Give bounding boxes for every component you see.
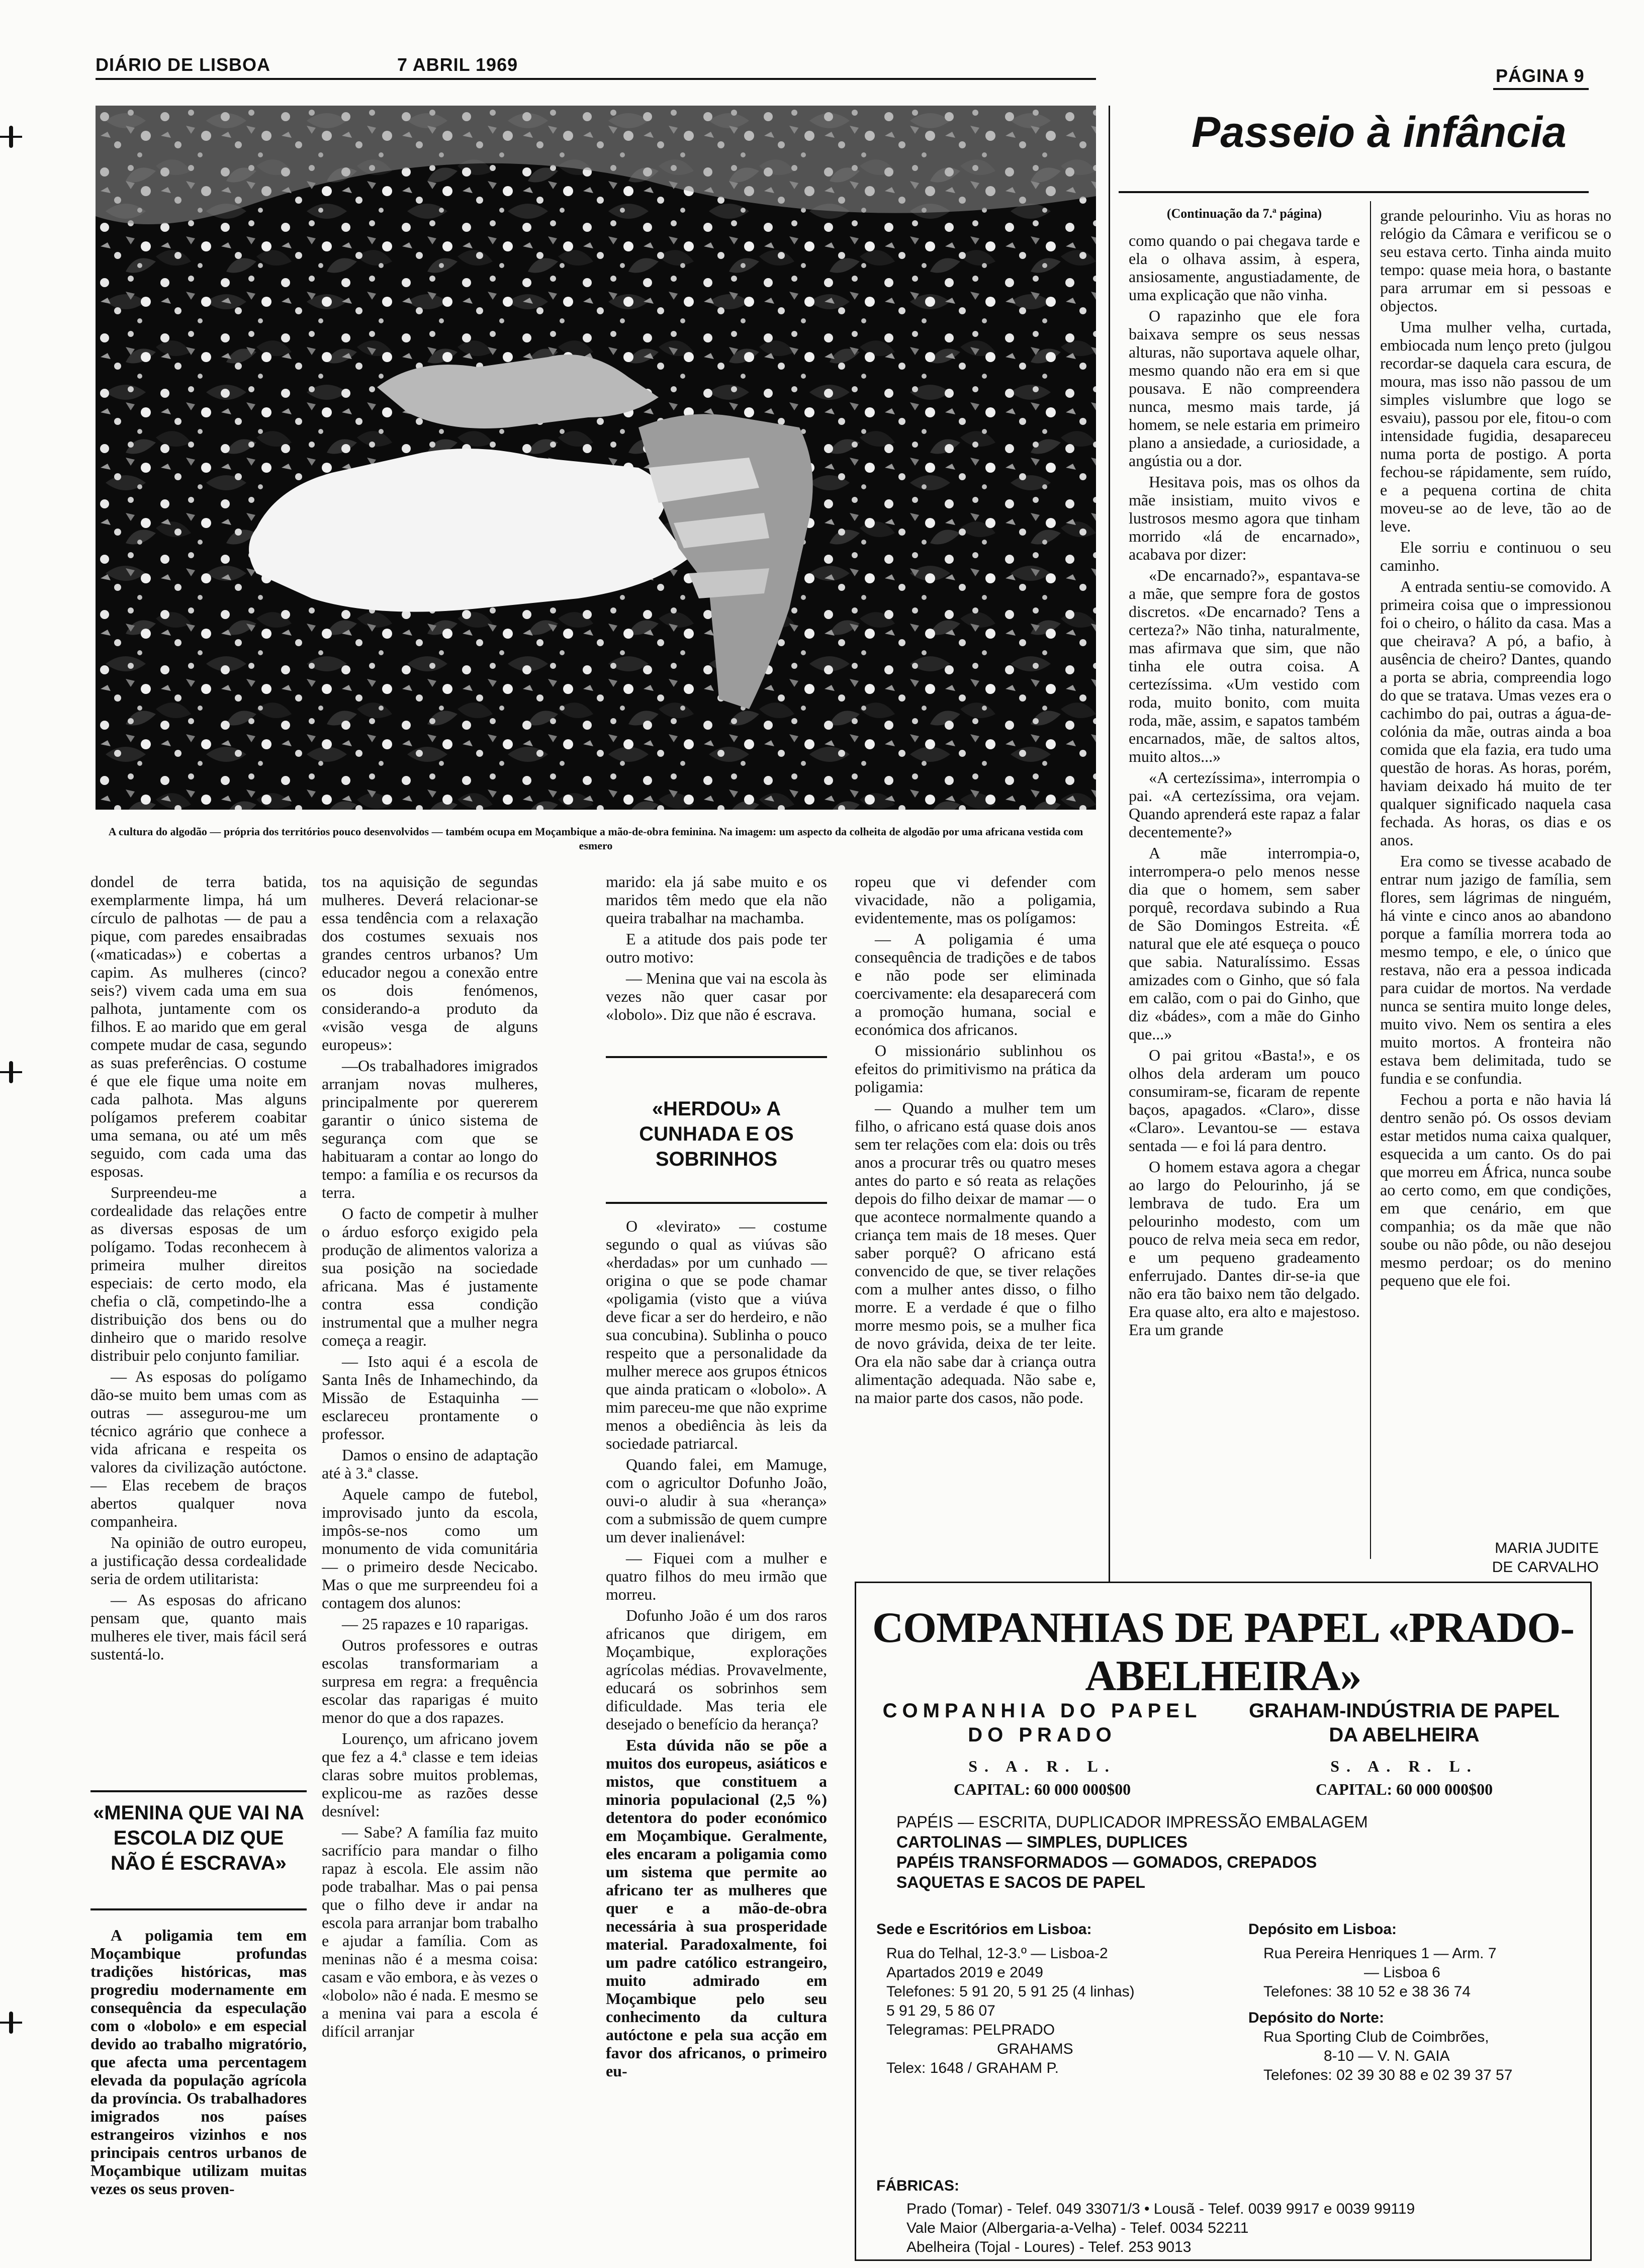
paragraph: O missionário sublinhou os efeitos do primitivismo na prática da poligamia:	[855, 1041, 1096, 1096]
cotton-harvest-photo	[96, 106, 1096, 810]
paragraph: como quando o pai chegava tarde e ela o olhava assim, à espera, ansiosamente, angustiadamente, de uma explicação que não vinha.	[1129, 231, 1360, 304]
company-capital: CAPITAL: 60 000 000$00	[953, 1780, 1131, 1798]
paragraph: Uma mulher velha, curtada, embiocada num lenço preto (julgou recordar-se daquela cara escura, de moura, mas isso não passou de um simples vislumbre que logo se esvaiu), passou por ele, fitou-o com intensidade fugidia, desapareceu numa porta de postigo. A porta fechou-se rápidamente, sem ruído, e a pequena cortina de chita moveu-se ao de leve, tão ao de leve.	[1380, 318, 1611, 535]
paragraph: dondel de terra batida, exemplarmente limpa, há um círculo de palhotas — de pau a pique, com paredes ensaibradas («maticadas») e cobertas a capim. As mulheres (cinco? seis?) vivem cada uma em sua palhota, juntamente com os filhos. E ao marido que em geral compete mudar de casa, segundo as suas preferências. O costume é que ele fique uma noite em cada palhota. Mas alguns polígamos preferem coabitar uma semana, ou até um mês seguido, com cada uma das esposas.	[90, 873, 307, 1180]
section-heading: Depósito do Norte:	[1248, 2010, 1384, 2026]
story-column-a	[1129, 231, 1360, 1342]
story-column-b	[1380, 206, 1611, 1292]
box-rule-bottom	[606, 1202, 827, 1204]
subheading-menina-escola: «MENINA QUE VAI NA ESCOLA DIZ QUE NÃO É ESCRAVA»	[93, 1802, 305, 1874]
address-line: Telefones: 02 39 30 88 e 02 39 37 57	[1263, 2067, 1513, 2083]
paragraph: O «levirato» — costume segundo o qual as viúvas são «herdadas» por um cunhado — origina o que se pode chamar «poligamia (visto que a viúva deve ficar a ser do herdeiro, e não sua concubina). Sublinha o pouco respeito que a personalidade da mulher merece aos grupos étnicos que ainda praticam o «lobolo». A mim pareceu-me que não exprime menos a obediência às leis da sociedade patriarcal.	[606, 1217, 827, 1452]
author-name-line1: MARIA JUDITE	[1495, 1540, 1599, 1556]
paragraph: A poligamia tem em Moçambique profundas tradições históricas, mas progrediu modernamente em consequência da especulação com o «lobolo» e em especial devido ao trabalho migratório, que afecta uma percentagem elevada da população agrícola da província. Os trabalhadores imigrados nos países estrangeiros vizinhos e nos principais centros urbanos de Moçambique utilizam muitas vezes os seus proven-	[90, 1926, 307, 2198]
story-title: Passeio à infância	[1192, 108, 1567, 156]
product-line: SAQUETAS E SACOS DE PAPEL	[896, 1873, 1145, 1891]
paragraph: Dofunho João é um dos raros africanos que dirigem, em Moçambique, explorações agrícolas médias. Provavelmente, educará os sobrinhos sem dificuldade. Mas teria ele desejado o benefício da herança?	[606, 1606, 827, 1733]
photo-caption: A cultura do algodão — própria dos territórios pouco desenvolvidos — também ocupa em Moçambique a mão-de-obra feminina. Na imagem: um aspecto da colheita de algodão por uma africana vestida com esmero	[108, 825, 1083, 852]
paragraph: Aquele campo de futebol, improvisado junto da escola, impôs-se-nos como um monumento de vida comunitária — o primeiro desde Necicabo. Mas o que me surpreendeu foi a contagem dos alunos:	[322, 1485, 538, 1612]
paragraph: — A poligamia é uma consequência de tradições e de tabos e não pode ser eliminada coercivamente: ela desaparecerá com a promoção humana, social e económica dos africanos.	[855, 930, 1096, 1038]
ad-fabricas	[876, 2176, 1415, 2257]
article-column-2	[322, 873, 538, 2043]
ad-company-graham	[1228, 1699, 1580, 1799]
article-column-3	[606, 873, 827, 1026]
paragraph: Lourenço, um africano jovem que fez a 4.ª classe e tem ideias claras sobre muitos problemas, explicou-me as razões desse desnível:	[322, 1729, 538, 1820]
paper-company-advertisement	[855, 1582, 1592, 2261]
paragraph: E a atitude dos pais pode ter outro motivo:	[606, 930, 827, 966]
section-heading: Depósito em Lisboa:	[1248, 1921, 1397, 1938]
header-rule	[96, 78, 1096, 80]
factory-line: Prado (Tomar) - Telef. 049 33071/3 • Lousã - Telef. 0039 9917 e 0039 99119	[906, 2201, 1415, 2217]
registration-mark	[0, 1061, 22, 1083]
address-line: Telegramas: PELPRADO	[886, 2022, 1055, 2038]
subheading-herdou-cunhada: «HERDOU» A CUNHADA E OS SOBRINHOS	[639, 1098, 794, 1170]
issue-date: 7 ABRIL 1969	[397, 54, 518, 75]
company-sarl: S. A. R. L.	[1330, 1757, 1478, 1775]
registration-mark	[0, 126, 22, 148]
section-heading: FÁBRICAS:	[876, 2177, 959, 2194]
paragraph: marido: ela já sabe muito e os maridos têm medo que ela não queira trabalhar na machamba.	[606, 873, 827, 927]
paragraph: — As esposas do africano pensam que, quanto mais mulheres ele tiver, mais fácil será sustentá-lo.	[90, 1591, 307, 1663]
paragraph: — Quando a mulher tem um filho, o africano está quase dois anos sem ter relações com ela: dois ou três anos a procurar três ou quatro meses antes do parto e só reata as relações depois do filho deixar de mamar — o que acontece normalmente quando a criança tem mais de 18 meses. Quer saber porquê? O africano está convencido de que, se tiver relações com a mulher antes disso, o filho morre. E a verdade é que o filho morre mesmo pois, se a mulher fica de novo grávida, deixa de ter leite. Ora ela não sabe dar à criança outra alimentação adequada. Não sabe e, na maior parte dos casos, não pode.	[855, 1099, 1096, 1407]
ad-products	[896, 1812, 1368, 1892]
paragraph: O homem estava agora a chegar ao largo do Pelourinho, já se lembrava de tudo. Era um pelourinho modesto, com um pouco de relva meia seca em redor, e um pequeno gradeamento enferrujado. Dantes dir-se-ia que não era tão baixo nem tão delgado. Era quase alto, era alto e majestoso. Era um grande	[1129, 1158, 1360, 1339]
address-line: 8-10 — V. N. GAIA	[1324, 2048, 1450, 2064]
paragraph: Era como se tivesse acabado de entrar num jazigo de família, sem flores, sem lágrimas de ninguém, há vinte e cinco anos ao abandono porque a família morrera toda ao mesmo tempo, e ele, o único que restava, não era a pessoa indicada para cuidar de mortos. Na verdade nunca se sentira muito longe deles, muito vivo. Nem os sentira a eles muito mortos. A fronteira não estava bem delimitada, tudo se fundia e se confundia.	[1380, 852, 1611, 1087]
product-line: CARTOLINAS — SIMPLES, DUPLICES	[896, 1833, 1188, 1851]
paragraph: Fechou a porta e não havia lá dentro senão pó. Os ossos deviam estar metidos numa caixa qualquer, esquecida a um canto. Os do pai que morreu em África, nunca soube ao certo como, em que condições, em que cenário, em que companhia; os da mãe que não soube ou não pôde, ou não desejou mesmo perdoar; os do menino pequeno que ele foi.	[1380, 1090, 1611, 1289]
address-line: Telefones: 5 91 20, 5 91 25 (4 linhas)	[886, 1983, 1135, 2000]
product-line: PAPÉIS — ESCRITA, DUPLICADOR IMPRESSÃO EMBALAGEM	[896, 1813, 1368, 1831]
paragraph: Esta dúvida não se põe a muitos dos europeus, asiáticos e mistos, que constituem a minoria populacional (2,5 %) detentora do poder económico em Moçambique. Geralmente, eles encaram a poligamia como um sistema que permite ao africano ter as mulheres que quer e a mão-de-obra necessária à sua prosperidade material. Paradoxalmente, foi um padre católico estrangeiro, muito admirado em Moçambique pelo seu conhecimento da cultura autóctone e pela sua acção em favor dos africanos, o primeiro eu-	[606, 1736, 827, 2080]
paragraph: O facto de competir à mulher o árduo esforço exigido pela produção de alimentos valoriza a sua posição na sociedade africana. Mas é justamente contra essa condição instrumental que a mulher negra começa a reagir.	[322, 1204, 538, 1349]
paragraph: A mãe interrompia-o, interrompera-o pelo menos nesse dia que o homem, sem saber porquê, recordava subindo a Rua de São Domingos Estreita. «É natural que ele até esqueça o pouco que sabia. Naturalíssimo. Essas amizades com o Ginho, que só fala em calão, com o pai do Ginho, que diz «bádes», com a mãe do Ginho que...»	[1129, 844, 1360, 1043]
product-line: PAPÉIS TRANSFORMADOS — GOMADOS, CREPADOS	[896, 1853, 1317, 1871]
box-rule-top	[90, 1790, 307, 1792]
title-rule	[1119, 191, 1589, 193]
ad-company-prado	[866, 1699, 1218, 1799]
registration-mark	[0, 2012, 22, 2034]
ad-sede-lisboa	[876, 1920, 1228, 2078]
company-name-line2: DO PRADO	[968, 1724, 1117, 1746]
paragraph: tos na aquisição de segundas mulheres. Deverá relacionar-se essa tendência com a relaxação dos costumes sexuais nos grandes centros urbanos? Um educador negou a conexão entre os dois fenómenos, considerando-a produto da «visão vesga de alguns europeus»:	[322, 873, 538, 1054]
column-rule	[1370, 201, 1371, 1559]
paragraph: Hesitava pois, mas os olhos da mãe insistiam, muito vivos e lustrosos mesmo agora que tinham morrido «lá de encarnado», acabava por dizer:	[1129, 473, 1360, 563]
paragraph: — As esposas do polígamo dão-se muito bem umas com as outras — assegurou-me um técnico agrário que conhece a vida africana e respeita os valores da civilização autóctone. — Elas recebem de braços abertos qualquer nova companheira.	[90, 1367, 307, 1530]
article-column-4	[855, 873, 1096, 1410]
address-line: Rua Sporting Club de Coimbrões,	[1263, 2029, 1489, 2045]
company-name-line2: DA ABELHEIRA	[1329, 1724, 1480, 1746]
address-line: Apartados 2019 e 2049	[886, 1964, 1043, 1981]
box-rule-top	[606, 1056, 827, 1058]
address-line: — Lisboa 6	[1364, 1964, 1440, 1981]
factory-line: Abelheira (Tojal - Loures) - Telef. 253 9013	[906, 2239, 1192, 2255]
column-rule	[1109, 106, 1110, 1589]
company-capital: CAPITAL: 60 000 000$00	[1315, 1780, 1493, 1798]
article-column-1-bold	[90, 1926, 307, 2201]
paragraph: O pai gritou «Basta!», e os olhos dela arderam um pouco consumiram-se, ficaram de repente baços, apagados. «Claro», disse «Claro». Levantou-se — estava sentada — e foi lá para dentro.	[1129, 1046, 1360, 1155]
paragraph: «A certezíssima», interrompia o pai. «A certezíssima, ora vejam. Quando aprenderá este rapaz a falar decentemente?»	[1129, 768, 1360, 841]
paragraph: Quando falei, em Mamuge, com o agricultor Dofunho João, ouvi-o aludir à sua «herança» com a submissão de quem cumpre um dever inalienável:	[606, 1455, 827, 1546]
paragraph: A entrada sentiu-se comovido. A primeira coisa que o impressionou foi o cheiro, o hálito da casa. Mas a que cheirava? A pó, a bafio, à ausência de cheiro? Dantes, quando a porta se abria, compreendia logo do que se tratava. Umas vezes era o cachimbo do pai, outras a água-de-colónia da mãe, outras ainda a boa comida que ela fazia, era tudo uma questão de horas. As horas, porém, haviam deixado há muito de ter qualquer significado naquela casa fechada. As horas, os dias e os anos.	[1380, 577, 1611, 849]
author-signature	[1408, 1539, 1599, 1577]
paragraph: —Os trabalhadores imigrados arranjam novas mulheres, principalmente por quererem garantir o único sistema de segurança com que se habituaram a contar ao longo do tempo: a família e os recursos da terra.	[322, 1057, 538, 1201]
paragraph: Outros professores e outras escolas transformariam a surpresa em regra: a frequência escolar das raparigas é muito menor do que a dos rapazes.	[322, 1636, 538, 1726]
company-name-line1: GRAHAM-INDÚSTRIA DE PAPEL	[1249, 1700, 1560, 1722]
address-line: 5 91 29, 5 86 07	[886, 2002, 995, 2019]
address-line: Rua Pereira Henriques 1 — Arm. 7	[1263, 1945, 1497, 1962]
address-line: Rua do Telhal, 12-3.º — Lisboa-2	[886, 1945, 1108, 1962]
paragraph: O rapazinho que ele fora baixava sempre os seus nessas alturas, não suportava aquele olhar, mesmo quando não era em si que pousava. E não compreendera nunca, mesmo mais tarde, já homem, se nele estaria em primeiro plano a ansiedade, a curiosidade, a angústia ou a dor.	[1129, 307, 1360, 470]
ad-title: COMPANHIAS DE PAPEL «PRADO-ABELHEIRA»	[872, 1603, 1574, 1700]
paragraph: ropeu que vi defender com vivacidade, não a poligamia, evidentemente, mas os polígamos:	[855, 873, 1096, 927]
continuation-note: (Continuação da 7.ª página)	[1166, 206, 1322, 221]
paragraph: — Fiquei com a mulher e quatro filhos do meu irmão que morreu.	[606, 1549, 827, 1603]
page-number: PÁGINA 9	[1496, 65, 1585, 86]
newspaper-name: DIÁRIO DE LISBOA	[96, 54, 271, 75]
paragraph: Ele sorriu e continuou o seu caminho.	[1380, 538, 1611, 574]
header-rule-right	[1493, 88, 1589, 90]
paragraph: grande pelourinho. Viu as horas no relógio da Câmara e verificou se o seu estava certo. Tinha ainda muito tempo: quase meia hora, o bastante para arrumar em si pessoas e objectos.	[1380, 206, 1611, 315]
paragraph: — Isto aqui é a escola de Santa Inês de Inhamechindo, da Missão de Estaquinha — esclareceu prontamente o professor.	[322, 1352, 538, 1443]
paragraph: — Sabe? A família faz muito sacrifício para mandar o filho rapaz à escola. Ele assim não pode trabalhar. Mas o pai pensa que o filho deve ir andar na escola para arranjar bom trabalho e ajudar a família. Com as meninas não é a mesma coisa: casam e vão embora, e às vezes o «lobolo» não é nada. E mesmo se a menina vai para a escola é difícil arranjar	[322, 1823, 538, 2040]
ad-deposito-lisboa	[1248, 1920, 1580, 2085]
address-line: Telex: 1648 / GRAHAM P.	[886, 2060, 1059, 2076]
article-column-3-cont	[606, 1217, 827, 2083]
article-column-1	[90, 873, 307, 1666]
paragraph: «De encarnado?», espantava-se a mãe, que sempre fora de gostos discretos. «De encarnado? Tens a certeza?» Não tinha, naturalmente, mas afirmava que sim, que não tinha ele outra coisa. A certezíssima. «Um vestido com roda, muito bonito, com muita roda, mãe, assim, e sapatos também encarnados, mãe, de saltos altos, muito altos...»	[1129, 566, 1360, 765]
company-sarl: S. A. R. L.	[968, 1757, 1116, 1775]
paragraph: Na opinião de outro europeu, a justificação dessa cordealidade seria de ordem utilitarista:	[90, 1533, 307, 1588]
box-rule-bottom	[90, 1908, 307, 1910]
company-name-line1: COMPANHIA DO PAPEL	[882, 1700, 1202, 1722]
paragraph: Damos o ensino de adaptação até à 3.ª classe.	[322, 1446, 538, 1482]
section-heading: Sede e Escritórios em Lisboa:	[876, 1921, 1092, 1938]
paragraph: — 25 rapazes e 10 raparigas.	[342, 1615, 529, 1633]
paragraph: — Menina que vai na escola às vezes não quer casar por «lobolo». Diz que não é escrava.	[606, 969, 827, 1023]
author-name-line2: DE CARVALHO	[1492, 1559, 1599, 1576]
photo-illustration	[96, 106, 1096, 810]
address-line: GRAHAMS	[997, 2041, 1073, 2057]
address-line: Telefones: 38 10 52 e 38 36 74	[1263, 1983, 1471, 2000]
paragraph: Surpreendeu-me a cordealidade das relações entre as diversas esposas de um polígamo. Todas reconhecem à primeira mulher direitos especiais: de certo modo, ela chefia o clã, competindo-lhe a distribuição dos bens ou do dinheiro que o marido resolve distribuir pelo conjunto familiar.	[90, 1183, 307, 1364]
factory-line: Vale Maior (Albergaria-a-Velha) - Telef. 0034 52211	[906, 2220, 1249, 2236]
